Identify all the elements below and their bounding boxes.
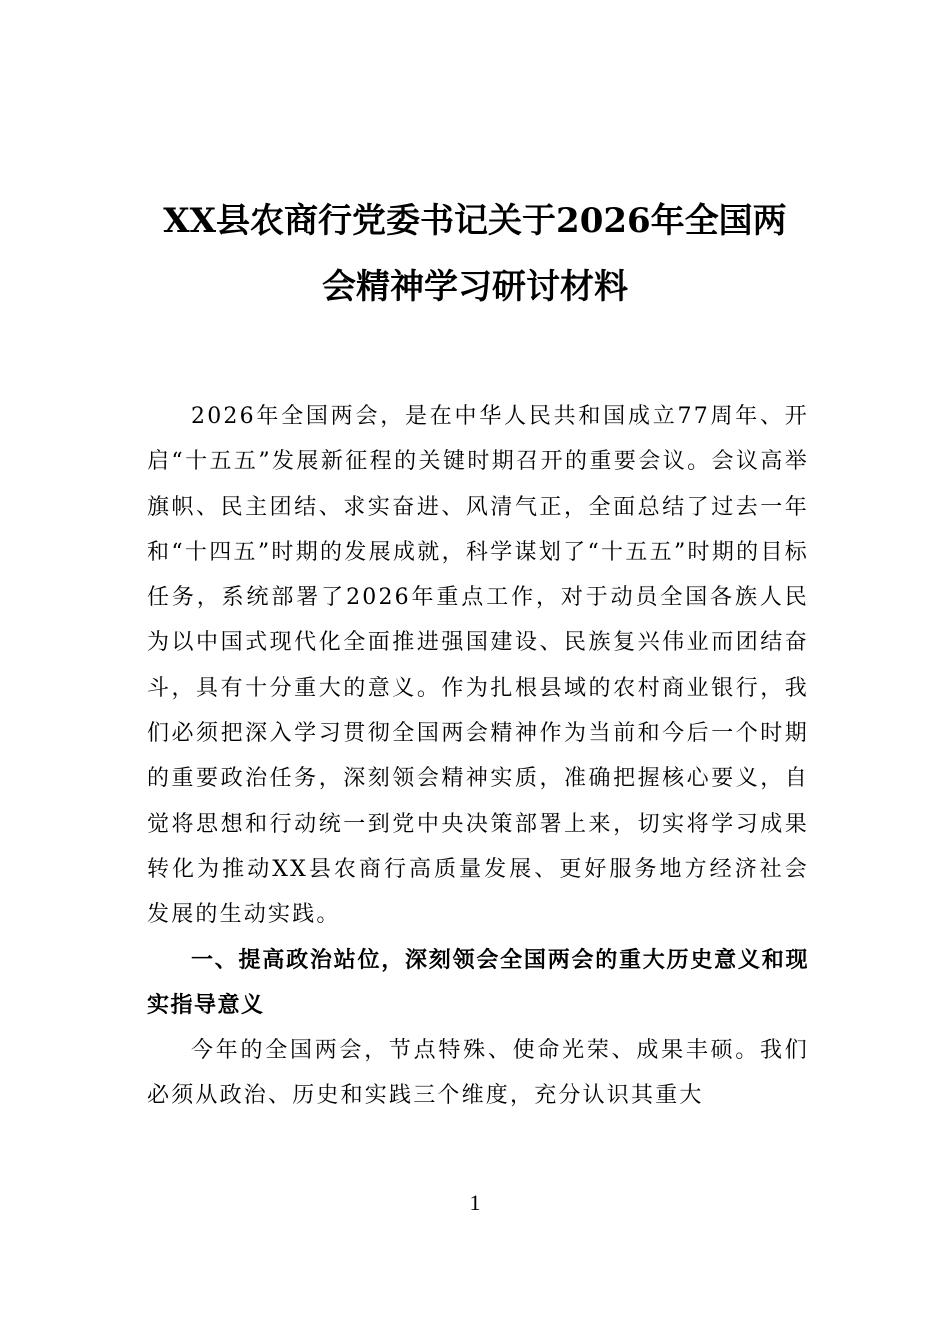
section-1-paragraph: 今年的全国两会，节点特殊、使命光荣、成果丰硕。我们必须从政治、历史和实践三个维度，充分认识其重大 [147,1038,809,1109]
section-1-heading: 一、提高政治站位，深刻领会全国两会的重大历史意义和现实指导意义 [147,947,809,1018]
page-number: 1 [469,1190,481,1215]
intro-paragraph: 2026年全国两会，是在中华人民共和国成立77周年、开启“十五五”发展新征程的关键时期召开的重要会议。会议高举旗帜、民主团结、求实奋进、风清气正，全面总结了过去一年和“十四五”时期的发展成就，科学谋划了“十五五”时期的目标任务，系统部署了2026年重点工作，对于动员全国各族人民为以中国式现代化全面推进强国建设、民族复兴伟业而团结奋斗，具有十分重大的意义。作为扎根县域的农村商业银行，我们必须把深入学习贯彻全国两会精神作为当前和今后一个时期的重要政治任务，深刻领会精神实质，准确把握核心要义，自觉将思想和行动统一到党中央决策部署上来，切实将学习成果转化为推动XX县农商行高质量发展、更好服务地方经济社会发展的生动实践。 [147,404,809,928]
title-line-1: XX县农商行党委书记关于2026年全国两 [163,201,787,241]
title-line-2: 会精神学习研讨材料 [322,267,628,307]
document-body [147,394,809,1119]
document-title [100,188,850,320]
